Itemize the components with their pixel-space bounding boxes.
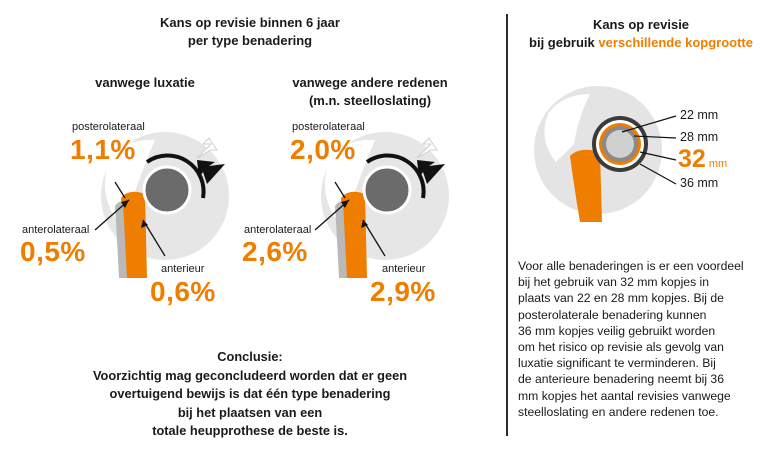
femur-shape <box>570 150 602 222</box>
andere-anterolateral-value: 2,6% <box>242 236 308 267</box>
conclusion-line2: overtuigend bewijs is dat één type benadering <box>109 386 391 401</box>
andere-posterolateral-label: posterolateraal <box>292 121 365 133</box>
andere-anterior-value: 2,9% <box>370 276 436 307</box>
right-title-line2-prefix: bij gebruik <box>529 35 599 50</box>
label-32mm-number: 32 <box>678 145 706 173</box>
right-title-line1: Kans op revisie <box>592 17 690 32</box>
conclusion-line3: bij het plaatsen van een <box>177 404 323 420</box>
head-ring-22 <box>606 130 634 158</box>
andere-anterior-label: anterieur <box>382 263 426 275</box>
andere-posterolateral-value: 2,0% <box>290 134 356 165</box>
label-32mm <box>678 145 727 174</box>
left-title <box>60 14 440 50</box>
label-28mm: 28 mm <box>680 130 719 144</box>
right-title-line2-highlight: verschillende kopgrootte <box>598 35 753 50</box>
andere-heading <box>270 74 470 110</box>
paragraph-line: de anterieure benadering neemt bij 36 <box>518 372 724 387</box>
andere-heading-line2: (m.n. steelloslating) <box>308 93 432 108</box>
conclusion-heading: Conclusie: <box>217 349 283 364</box>
label-36mm: 36 mm <box>680 176 719 190</box>
paragraph-line: om het risico op revisie als gevolg van <box>518 340 724 355</box>
conclusion <box>40 348 460 441</box>
andere-heading-line1: vanwege andere redenen <box>292 75 448 90</box>
paragraph-line: steelloslating en andere redenen toe. <box>518 404 719 419</box>
luxatie-anterolateral-value: 0,5% <box>20 236 86 267</box>
right-title <box>510 16 772 52</box>
right-title-line2 <box>510 34 772 52</box>
conclusion-line4: totale heupprothese de beste is. <box>152 423 348 438</box>
luxatie-anterior-label: anterieur <box>161 263 205 275</box>
left-title-line1: Kans op revisie binnen 6 jaar <box>160 15 340 30</box>
column-divider <box>506 14 508 436</box>
explanation-paragraph <box>518 258 770 420</box>
andere-anterolateral-label: anterolateraal <box>244 224 312 236</box>
paragraph-line: mm kopjes het aantal revisies vanwege <box>518 388 731 403</box>
head-size-diagram <box>530 86 770 226</box>
paragraph-line: posterolaterale benadering kunnen <box>518 307 707 322</box>
label-22mm: 22 mm <box>680 108 719 122</box>
luxatie-heading: vanwege luxatie <box>95 75 195 90</box>
luxatie-posterolateral-label: posterolateraal <box>72 121 145 133</box>
luxatie-anterior-value: 0,6% <box>150 276 216 307</box>
luxatie-anterolateral-label: anterolateraal <box>22 224 90 236</box>
paragraph-line: 36 mm kopjes veilig gebruikt worden <box>518 323 716 338</box>
paragraph-line: Voor alle benaderingen is er een voordeel <box>518 259 744 273</box>
paragraph-line: bij het gebruik van 32 mm kopjes in <box>518 275 710 290</box>
left-title-line2: per type benadering <box>187 33 313 48</box>
label-32mm-unit: mm <box>708 158 728 170</box>
conclusion-line1: Voorzichtig mag geconcludeerd worden dat er geen <box>92 367 408 383</box>
paragraph-line: luxatie significant te verminderen. Bij <box>518 356 716 371</box>
paragraph-line: plaats van 22 en 28 mm kopjes. Bij de <box>518 291 724 306</box>
luxatie-posterolateral-value: 1,1% <box>70 134 136 165</box>
